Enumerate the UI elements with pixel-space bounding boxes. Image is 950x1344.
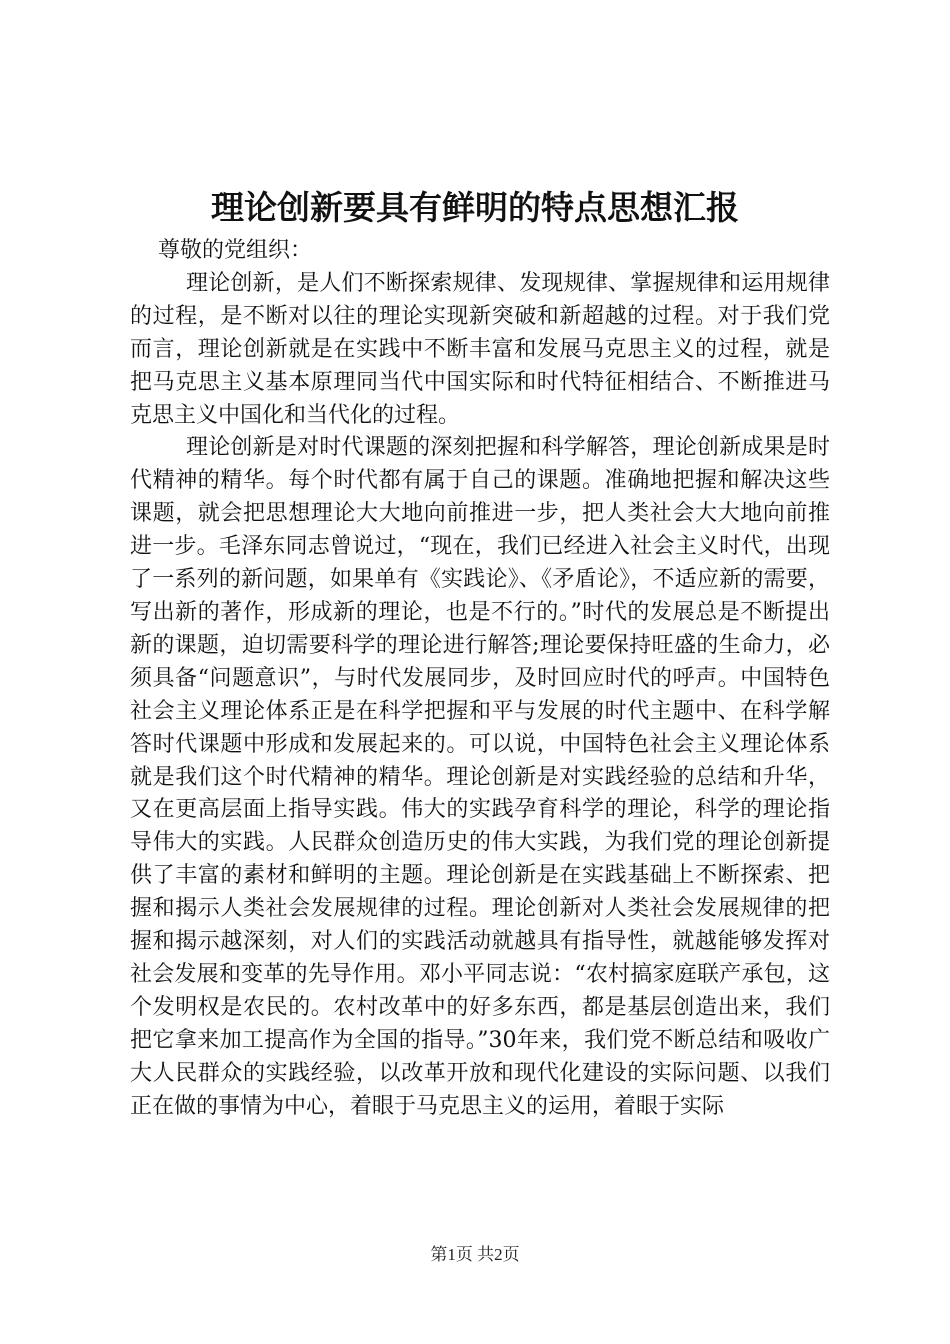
document-body — [130, 235, 830, 1123]
salutation: 尊敬的党组织： — [158, 238, 313, 263]
document-title: 理论创新要具有鲜明的特点思想汇报 — [211, 188, 739, 227]
paragraph-1: 理论创新，是人们不断探索规律、发现规律、掌握规律和运用规律的过程，是不断对以往的理论实现新突破和新超越的过程。对于我们党而言，理论创新就是在实践中不断丰富和发展马克思主义的过程，就是把马克思主义基本原理同当代中国实际和时代特征相结合、不断推进马克思主义中国化和当代化的过程。 — [130, 270, 830, 428]
page-footer: 第1页 共2页 — [430, 1245, 520, 1264]
paragraph-2: 理论创新是对时代课题的深刻把握和科学解答，理论创新成果是时代精神的精华。每个时代都有属于自己的课题。准确地把握和解决这些课题，就会把思想理论大大地向前推进一步，把人类社会大大地向前推进一步。毛泽东同志曾说过，“现在，我们已经进入社会主义时代，出现了一系列的新问题，如果单有《实践论》、《矛盾论》，不适应新的需要，写出新的著作，形成新的理论，也是不行的。”时代的发展总是不断提出新的课题，迫切需要科学的理论进行解答;理论要保持旺盛的生命力，必须具备“问题意识”，与时代发展同步，及时回应时代的呼声。中国特色社会主义理论体系正是在科学把握和平与发展的时代主题中、在科学解答时代课题中形成和发展起来的。可以说，中国特色社会主义理论体系就是我们这个时代精神的精华。理论创新是对实践经验的总结和升华，又在更高层面上指导实践。伟大的实践孕育科学的理论，科学的理论指导伟大的实践。人民群众创造历史的伟大实践，为我们党的理论创新提供了丰富的素材和鲜明的主题。理论创新是在实践基础上不断探索、把握和揭示人类社会发展规律的过程。理论创新对人类社会发展规律的把握和揭示越深刻，对人们的实践活动就越具有指导性，就越能够发挥对社会发展和变革的先导作用。邓小平同志说：“农村搞家庭联产承包，这个发明权是农民的。农村改革中的好多东西，都是基层创造出来，我们把它拿来加工提高作为全国的指导。”30年来，我们党不断总结和吸收广大人民群众的实践经验，以改革开放和现代化建设的实际问题、以我们正在做的事情为中心，着眼于马克思主义的运用，着眼于实际 — [130, 435, 830, 1119]
